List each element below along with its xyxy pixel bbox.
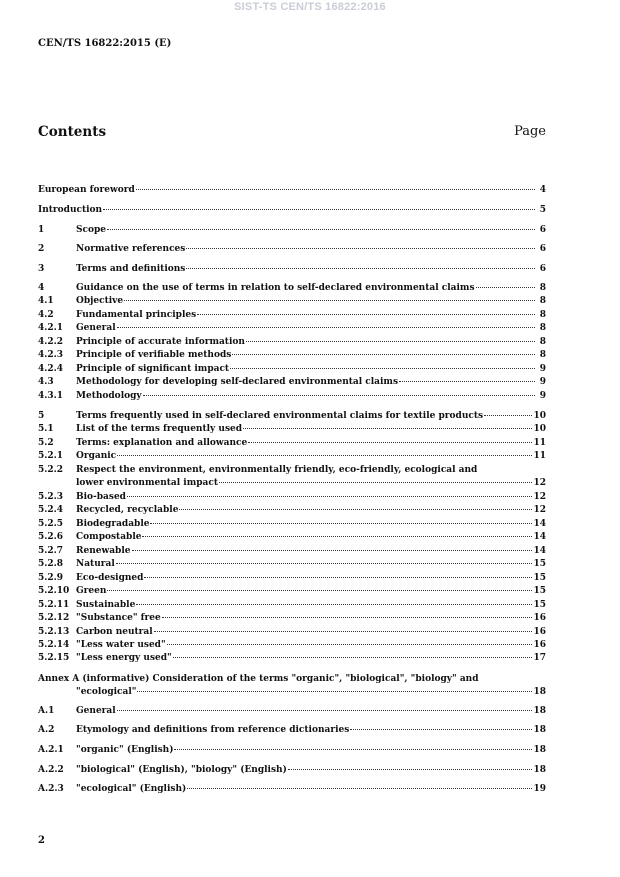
toc-entry-title-continued: "ecological" bbox=[76, 687, 137, 697]
toc-entry-title: Objective bbox=[76, 296, 124, 306]
dot-leader bbox=[144, 577, 532, 578]
toc-entry-page: 9 bbox=[539, 377, 546, 387]
contents-heading: Contents bbox=[38, 124, 107, 140]
toc-entry bbox=[38, 492, 546, 503]
toc-entry bbox=[38, 586, 546, 597]
page-column-label: Page bbox=[514, 124, 546, 139]
toc-entry-number: 4 bbox=[38, 283, 45, 293]
toc-entry-page: 18 bbox=[533, 706, 546, 716]
toc-entry-title: Compostable bbox=[76, 532, 142, 542]
toc-entry-number: A.2.3 bbox=[38, 784, 64, 794]
dot-leader bbox=[127, 496, 532, 497]
toc-entry bbox=[38, 337, 546, 348]
dot-leader bbox=[288, 769, 533, 770]
toc-entry bbox=[38, 640, 546, 651]
toc-entry-number: A.2 bbox=[38, 725, 55, 735]
toc-entry-title: General bbox=[76, 323, 116, 333]
dot-leader bbox=[484, 415, 532, 416]
toc-entry bbox=[38, 573, 546, 584]
toc-entry-title: General bbox=[76, 706, 116, 716]
toc-entry bbox=[38, 465, 546, 489]
toc-entry-title: Green bbox=[76, 586, 107, 596]
dot-leader bbox=[137, 691, 532, 692]
toc-entry-number: 5.2.12 bbox=[38, 613, 70, 623]
toc-entry-page: 18 bbox=[533, 745, 546, 755]
dot-leader bbox=[132, 550, 533, 551]
dot-leader bbox=[142, 536, 532, 537]
toc-entry-page: 10 bbox=[533, 411, 546, 421]
toc-entry-page: 10 bbox=[533, 424, 546, 434]
dot-leader bbox=[248, 442, 532, 443]
toc-entry-page: 8 bbox=[539, 350, 546, 360]
dot-leader bbox=[124, 300, 535, 301]
toc-entry-page: 5 bbox=[539, 205, 546, 215]
toc-entry-title: Principle of accurate information bbox=[76, 337, 245, 347]
toc-entry-page: 15 bbox=[533, 559, 546, 569]
toc-entry-title: Methodology for developing self-declared environmental claims bbox=[76, 377, 399, 387]
toc-entry-page: 11 bbox=[533, 451, 546, 461]
toc-entry-number: 3 bbox=[38, 264, 45, 274]
toc-entry bbox=[38, 559, 546, 570]
toc-entry bbox=[38, 627, 546, 638]
toc-entry-page: 19 bbox=[533, 784, 546, 794]
toc-entry-page: 16 bbox=[533, 627, 546, 637]
dot-leader bbox=[154, 631, 533, 632]
toc-entry-page: 8 bbox=[539, 283, 546, 293]
toc-entry-title: Carbon neutral bbox=[76, 627, 153, 637]
toc-entry-page: 12 bbox=[533, 492, 546, 502]
toc-entry bbox=[38, 283, 546, 294]
toc-entry bbox=[38, 424, 546, 435]
toc-entry-number: 5.2.2 bbox=[38, 465, 64, 475]
toc-entry bbox=[38, 264, 546, 275]
watermark: SIST-TS CEN/TS 16822:2016 bbox=[234, 1, 386, 13]
toc-entry-title: Principle of significant impact bbox=[76, 364, 230, 374]
toc-entry-title: Biodegradable bbox=[76, 519, 150, 529]
toc-entry-number: 2 bbox=[38, 244, 45, 254]
toc-entry-title: "Less water used" bbox=[76, 640, 166, 650]
toc-entry-number: 5.1 bbox=[38, 424, 54, 434]
toc-entry-page: 14 bbox=[533, 532, 546, 542]
toc-entry-number: 1 bbox=[38, 225, 45, 235]
toc-entry bbox=[38, 377, 546, 388]
dot-leader bbox=[179, 509, 532, 510]
dot-leader bbox=[186, 268, 535, 269]
toc-entry-page: 18 bbox=[533, 765, 546, 775]
toc-entry-title: Terms and definitions bbox=[76, 264, 186, 274]
toc-entry-title: "Substance" free bbox=[76, 613, 161, 623]
page-number: 2 bbox=[38, 835, 45, 846]
toc-entry-page: 6 bbox=[539, 264, 546, 274]
toc-entry-page: 16 bbox=[533, 613, 546, 623]
toc-entry-title: Organic bbox=[76, 451, 117, 461]
dot-leader bbox=[246, 341, 535, 342]
dot-leader bbox=[187, 788, 532, 789]
toc-entry bbox=[38, 532, 546, 543]
toc-entry-number: 5.2.1 bbox=[38, 451, 64, 461]
toc-entry-number: 5.2.8 bbox=[38, 559, 64, 569]
toc-entry-title: Etymology and definitions from reference dictionaries bbox=[76, 725, 350, 735]
dot-leader bbox=[476, 287, 535, 288]
toc-entry-title: Respect the environment, environmentally friendly, eco-friendly, ecological and bbox=[76, 465, 478, 475]
toc-entry-number: 5.2 bbox=[38, 438, 54, 448]
dot-leader bbox=[136, 604, 532, 605]
toc-entry-title: Terms: explanation and allowance bbox=[76, 438, 248, 448]
toc-entry bbox=[38, 391, 546, 402]
toc-entry-number: 4.2.2 bbox=[38, 337, 64, 347]
toc-entry-page: 8 bbox=[539, 310, 546, 320]
toc-entry-page: 4 bbox=[539, 185, 546, 195]
toc-entry-title: Bio-based bbox=[76, 492, 126, 502]
dot-leader bbox=[232, 354, 535, 355]
toc-entry-page: 8 bbox=[539, 296, 546, 306]
toc-entry-title: Scope bbox=[76, 225, 107, 235]
dot-leader bbox=[186, 248, 535, 249]
toc-entry-number: 4.2.1 bbox=[38, 323, 64, 333]
dot-leader bbox=[143, 395, 535, 396]
toc-entry bbox=[38, 725, 546, 736]
toc-entry-title: Annex A (informative) Consideration of the terms "organic", "biological", "biology" and bbox=[38, 674, 479, 684]
toc-entry-title: Terms frequently used in self-declared environmental claims for textile products bbox=[76, 411, 484, 421]
toc-entry-title: Sustainable bbox=[76, 600, 136, 610]
toc-entry-title: "ecological" (English) bbox=[76, 784, 187, 794]
toc-entry bbox=[38, 784, 546, 795]
dot-leader bbox=[243, 428, 532, 429]
toc-entry-number: 5.2.9 bbox=[38, 573, 64, 583]
dot-leader bbox=[162, 617, 533, 618]
toc-entry-number: 5.2.15 bbox=[38, 653, 70, 663]
dot-leader bbox=[173, 657, 533, 658]
toc-entry-title: European foreword bbox=[38, 185, 135, 195]
toc-entry-page: 6 bbox=[539, 225, 546, 235]
toc-entry-number: 5 bbox=[38, 411, 45, 421]
toc-entry-page: 12 bbox=[533, 478, 546, 488]
toc-entry-title: Introduction bbox=[38, 205, 103, 215]
toc-entry bbox=[38, 323, 546, 334]
toc-entry-page: 15 bbox=[533, 586, 546, 596]
toc-entry-title-continued: lower environmental impact bbox=[76, 478, 219, 488]
toc-entry-title: Natural bbox=[76, 559, 115, 569]
toc-entry bbox=[38, 296, 546, 307]
toc-entry-title: Renewable bbox=[76, 546, 131, 556]
toc-entry-page: 9 bbox=[539, 364, 546, 374]
toc-entry-page: 18 bbox=[533, 687, 546, 697]
toc-entry-number: 4.2.4 bbox=[38, 364, 64, 374]
toc-entry-number: 4.3 bbox=[38, 377, 54, 387]
toc-entry-number: 5.2.4 bbox=[38, 505, 64, 515]
toc-entry-number: A.1 bbox=[38, 706, 55, 716]
toc-entry bbox=[38, 438, 546, 449]
toc-entry-page: 9 bbox=[539, 391, 546, 401]
toc-entry-title: Normative references bbox=[76, 244, 186, 254]
toc-entry-page: 8 bbox=[539, 323, 546, 333]
toc-entry-title: Methodology bbox=[76, 391, 142, 401]
dot-leader bbox=[117, 710, 533, 711]
dot-leader bbox=[103, 209, 535, 210]
dot-leader bbox=[107, 229, 535, 230]
toc-entry-title: Fundamental principles bbox=[76, 310, 197, 320]
dot-leader bbox=[350, 729, 532, 730]
toc-entry bbox=[38, 745, 546, 756]
toc-entry-number: 5.2.3 bbox=[38, 492, 64, 502]
toc-entry-number: 5.2.6 bbox=[38, 532, 64, 542]
toc-entry bbox=[38, 765, 546, 776]
dot-leader bbox=[167, 644, 533, 645]
toc-entry bbox=[38, 411, 546, 422]
toc-entry-page: 18 bbox=[533, 725, 546, 735]
toc-entry-number: 4.2.3 bbox=[38, 350, 64, 360]
toc-entry-page: 6 bbox=[539, 244, 546, 254]
toc-entry-page: 12 bbox=[533, 505, 546, 515]
toc-entry bbox=[38, 613, 546, 624]
dot-leader bbox=[399, 381, 535, 382]
document-identifier: CEN/TS 16822:2015 (E) bbox=[38, 38, 172, 49]
dot-leader bbox=[174, 749, 532, 750]
toc-entry bbox=[38, 310, 546, 321]
dot-leader bbox=[107, 590, 532, 591]
toc-entry-title: Eco-designed bbox=[76, 573, 144, 583]
dot-leader bbox=[136, 189, 535, 190]
toc-entry-title: "Less energy used" bbox=[76, 653, 172, 663]
dot-leader bbox=[219, 482, 532, 483]
toc-entry bbox=[38, 364, 546, 375]
toc-entry-title: Principle of verifiable methods bbox=[76, 350, 232, 360]
toc-entry-number: 4.2 bbox=[38, 310, 54, 320]
toc-entry-title: "biological" (English), "biology" (English) bbox=[76, 765, 287, 775]
toc-entry bbox=[38, 350, 546, 361]
toc-entry-number: 5.2.14 bbox=[38, 640, 70, 650]
toc-entry-page: 16 bbox=[533, 640, 546, 650]
dot-leader bbox=[230, 368, 535, 369]
toc-entry-title: Recycled, recyclable bbox=[76, 505, 179, 515]
toc-entry-title: "organic" (English) bbox=[76, 745, 174, 755]
toc-entry-number: A.2.2 bbox=[38, 765, 64, 775]
dot-leader bbox=[117, 327, 535, 328]
toc-entry bbox=[38, 600, 546, 611]
toc-entry-number: 5.2.13 bbox=[38, 627, 70, 637]
toc-entry bbox=[38, 546, 546, 557]
dot-leader bbox=[117, 455, 532, 456]
toc-entry-page: 11 bbox=[533, 438, 546, 448]
toc-entry-page: 17 bbox=[533, 653, 546, 663]
toc-entry bbox=[38, 451, 546, 462]
dot-leader bbox=[150, 523, 532, 524]
toc-entry-title: List of the terms frequently used bbox=[76, 424, 243, 434]
toc-entry-page: 15 bbox=[533, 600, 546, 610]
toc-entry bbox=[38, 519, 546, 530]
toc-entry bbox=[38, 225, 546, 236]
toc-entry bbox=[38, 244, 546, 255]
toc-entry bbox=[38, 205, 546, 216]
dot-leader bbox=[116, 563, 533, 564]
toc-entry-number: 4.1 bbox=[38, 296, 54, 306]
toc-entry bbox=[38, 653, 546, 664]
toc-entry-number: 5.2.11 bbox=[38, 600, 70, 610]
toc-entry-page: 14 bbox=[533, 519, 546, 529]
toc-entry-number: 5.2.5 bbox=[38, 519, 64, 529]
toc-entry-page: 15 bbox=[533, 573, 546, 583]
toc-entry bbox=[38, 674, 546, 698]
toc-entry bbox=[38, 185, 546, 196]
toc-entry-number: 4.3.1 bbox=[38, 391, 64, 401]
toc-entry-page: 8 bbox=[539, 337, 546, 347]
dot-leader bbox=[197, 314, 535, 315]
toc-entry-number: 5.2.10 bbox=[38, 586, 70, 596]
toc-entry-title: Guidance on the use of terms in relation to self-declared environmental claims bbox=[76, 283, 475, 293]
toc-entry-page: 14 bbox=[533, 546, 546, 556]
toc-entry bbox=[38, 706, 546, 717]
toc-entry-number: A.2.1 bbox=[38, 745, 64, 755]
toc-entry-number: 5.2.7 bbox=[38, 546, 64, 556]
toc-entry bbox=[38, 505, 546, 516]
